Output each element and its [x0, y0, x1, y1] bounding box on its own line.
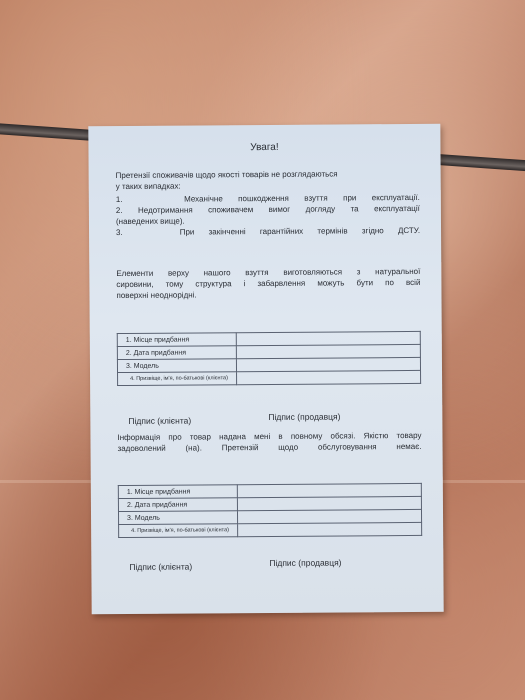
- claims-item: 3. При закінченні гарантійних термінів згідно ДСТУ.: [116, 225, 421, 238]
- materials-note: [116, 266, 420, 301]
- form-label: 2. Дата придбання: [118, 498, 237, 512]
- form-label: 2. Дата придбання: [117, 346, 236, 360]
- client-signature-label: Підпис (клієнта): [128, 415, 192, 426]
- notice-title: Увага!: [250, 141, 279, 154]
- claims-intro-line: Претензії споживачів щодо якості товарів не розглядаються: [115, 169, 338, 181]
- form-field[interactable]: [236, 344, 420, 358]
- claims-item-continued: (наведених вище).: [115, 216, 185, 227]
- seller-signature-label: Підпис (продавця): [269, 557, 342, 568]
- form-field[interactable]: [237, 370, 421, 384]
- form-field[interactable]: [237, 483, 421, 497]
- form-label: 3. Модель: [117, 359, 236, 373]
- form-label: 1. Місце придбання: [118, 485, 237, 499]
- claims-item: 2. Недотримання споживачем вимог догляду та експлуатації: [115, 203, 420, 216]
- satisfaction-statement: [117, 430, 421, 454]
- claims-intro: [116, 168, 420, 192]
- form-label: 4. Призвіще, ім'я, по-батькові (клієнта): [119, 524, 238, 538]
- purchase-form-1: [117, 331, 421, 386]
- form-field[interactable]: [237, 496, 421, 510]
- claims-item: 1. Механічне пошкодження взуття при експлуатації.: [115, 192, 420, 205]
- materials-line: сировини, тому структура і забарвлення можуть бути по всій: [116, 277, 421, 290]
- claims-list: [116, 192, 420, 238]
- form-label: 4. Призвіще, ім'я, по-батькові (клієнта): [118, 372, 237, 386]
- form-field[interactable]: [237, 509, 421, 523]
- form-field[interactable]: [238, 522, 422, 536]
- client-signature-label: Підпис (клієнта): [129, 561, 193, 572]
- purchase-form-2: [118, 483, 422, 538]
- form-label: 3. Модель: [118, 511, 237, 525]
- seller-signature-label: Підпис (продавця): [268, 411, 341, 422]
- form-row: [118, 370, 421, 385]
- paper-sheet: [88, 124, 443, 614]
- materials-line: Елементи верху нашого взуття виготовляються з натуральної: [116, 266, 421, 279]
- materials-line: поверхні неоднорідні.: [116, 290, 197, 301]
- satisfaction-line: задоволений (на). Претензій щодо обслуговування немає.: [117, 441, 422, 454]
- form-field[interactable]: [236, 331, 420, 345]
- claims-intro-line: у таких випадках:: [115, 181, 181, 192]
- form-label: 1. Місце придбання: [117, 333, 236, 347]
- form-row: [119, 522, 422, 537]
- satisfaction-line: Інформація про товар надана мені в повному обсязі. Якістю товару: [117, 430, 422, 443]
- form-field[interactable]: [236, 357, 420, 371]
